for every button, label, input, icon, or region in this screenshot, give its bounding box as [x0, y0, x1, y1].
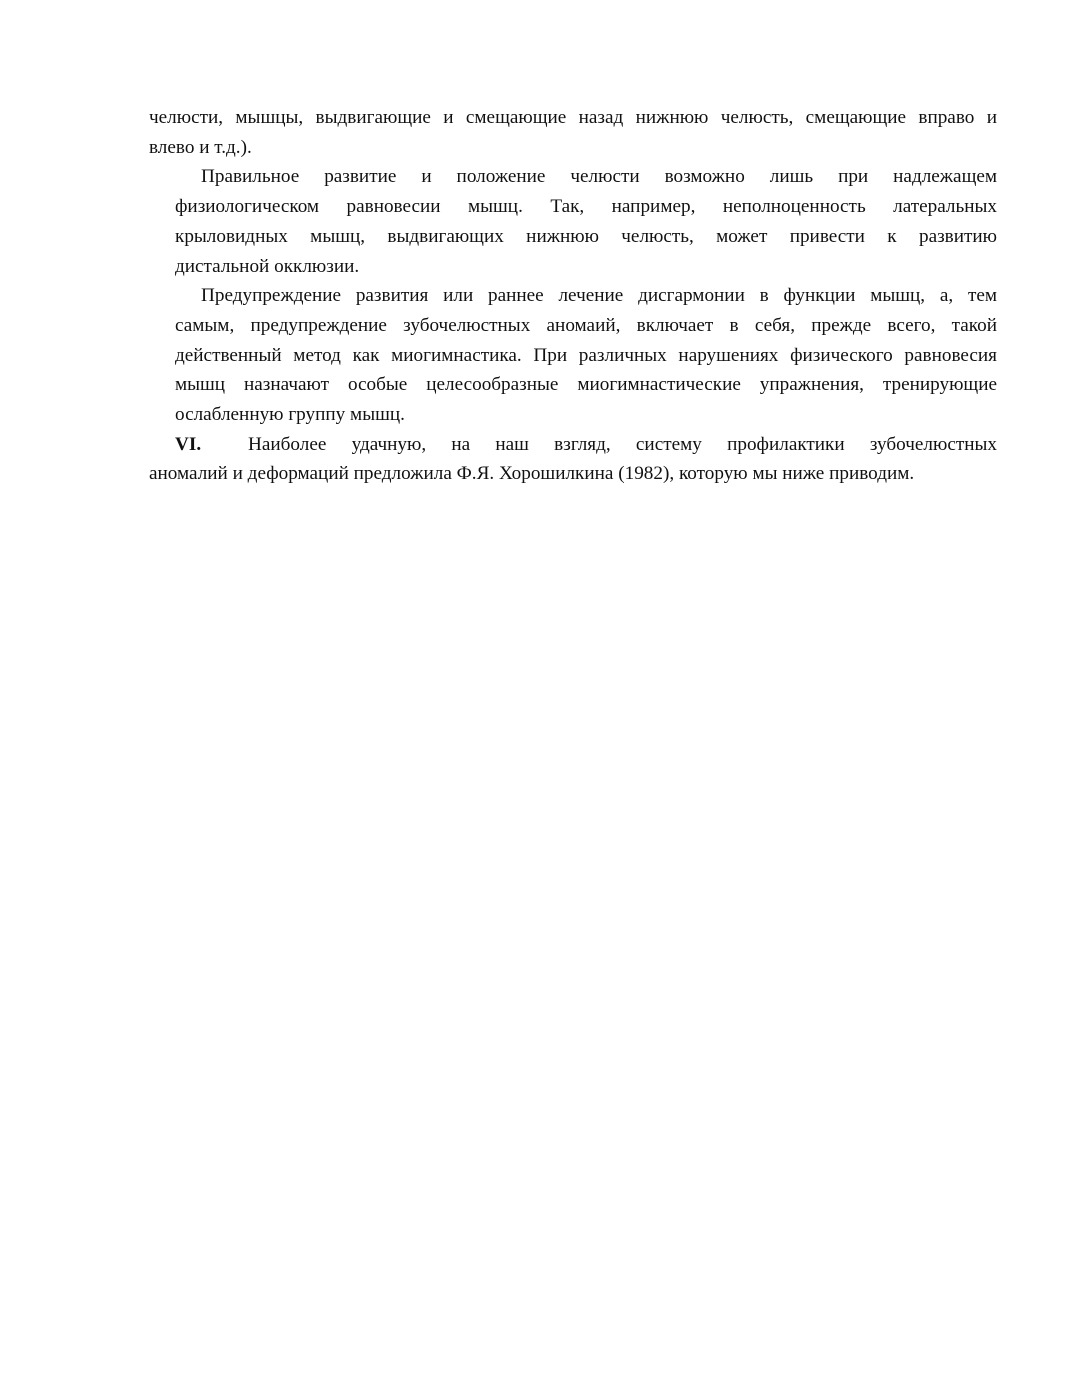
text-line: влево и т.д.). [149, 136, 252, 158]
text-line: дистальной окклюзии. [175, 255, 360, 277]
document-body [149, 103, 997, 489]
text-line: ослабленную группу мышц. [175, 404, 405, 426]
text-line: самым, предупреждение зубочелюстных аномаий, включает в себя, прежде всего, такой [175, 314, 997, 336]
text-line: Правильное развитие и положение челюсти возможно лишь при надлежащем [201, 166, 997, 188]
text-line: мышц назначают особые целесообразные миогимнастические упражнения, тренирующие [175, 374, 997, 396]
paragraph-3 [149, 281, 997, 430]
text-line: Наиболее удачную, на наш взгляд, систему профилактики зубочелюстных [248, 433, 997, 455]
paragraph-2 [149, 162, 997, 281]
section-number: VI. [175, 433, 202, 455]
section-vi [149, 430, 997, 489]
text-line: крыловидных мышц, выдвигающих нижнюю челюсть, может привести к развитию [175, 225, 997, 247]
section-heading-row [149, 430, 997, 460]
text-line: челюсти, мышцы, выдвигающие и смещающие назад нижнюю челюсть, смещающие вправо и [149, 107, 997, 128]
text-line: аномалий и деформаций предложила Ф.Я. Хорошилкина (1982), которую мы ниже приводим. [149, 463, 915, 485]
text-line: физиологическом равновесии мышц. Так, например, неполноценность латеральных [175, 196, 997, 218]
paragraph-1 [149, 103, 997, 162]
text-line: действенный метод как миогимнастика. При различных нарушениях физического равновесия [175, 344, 997, 366]
text-line: Предупреждение развития или раннее лечение дисгармонии в функции мышц, а, тем [201, 285, 997, 307]
